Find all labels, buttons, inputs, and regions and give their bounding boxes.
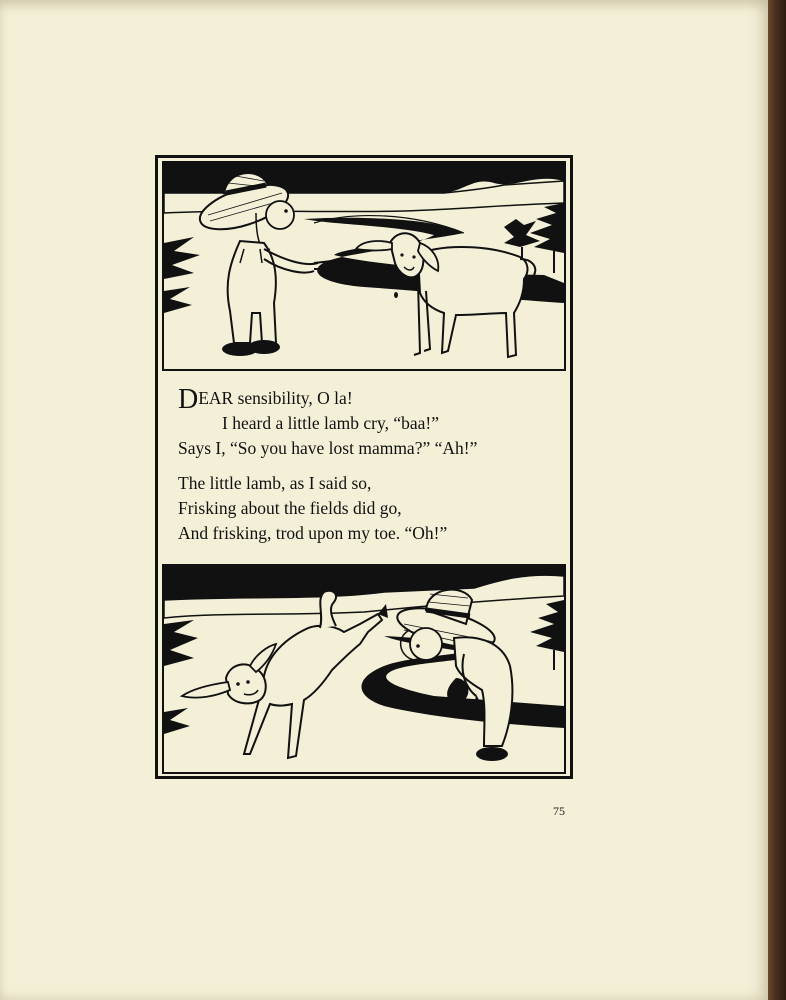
- drop-cap: D: [178, 384, 199, 415]
- verse-line: I heard a little lamb cry, “baa!”: [222, 413, 440, 433]
- bottom-illustration: [162, 564, 566, 774]
- page-number: 75: [553, 804, 565, 818]
- verse-line: [178, 384, 554, 415]
- lamb-kicking-child-drawing: [164, 566, 564, 772]
- child-and-crying-lamb-drawing: [164, 163, 564, 369]
- verse-line: And frisking, trod upon my toe. “Oh!”: [178, 523, 448, 543]
- book-binding-edge: [768, 0, 786, 1000]
- verse-line: Says I, “So you have lost mamma?” “Ah!”: [178, 438, 478, 458]
- verse-line-text: EAR sensibility, O la!: [198, 388, 353, 408]
- top-illustration: [162, 161, 566, 371]
- verse-text: [162, 374, 566, 562]
- verse-line: The little lamb, as I said so,: [178, 473, 372, 493]
- illustration-frame: [155, 155, 573, 779]
- verse-line: Frisking about the fields did go,: [178, 498, 402, 518]
